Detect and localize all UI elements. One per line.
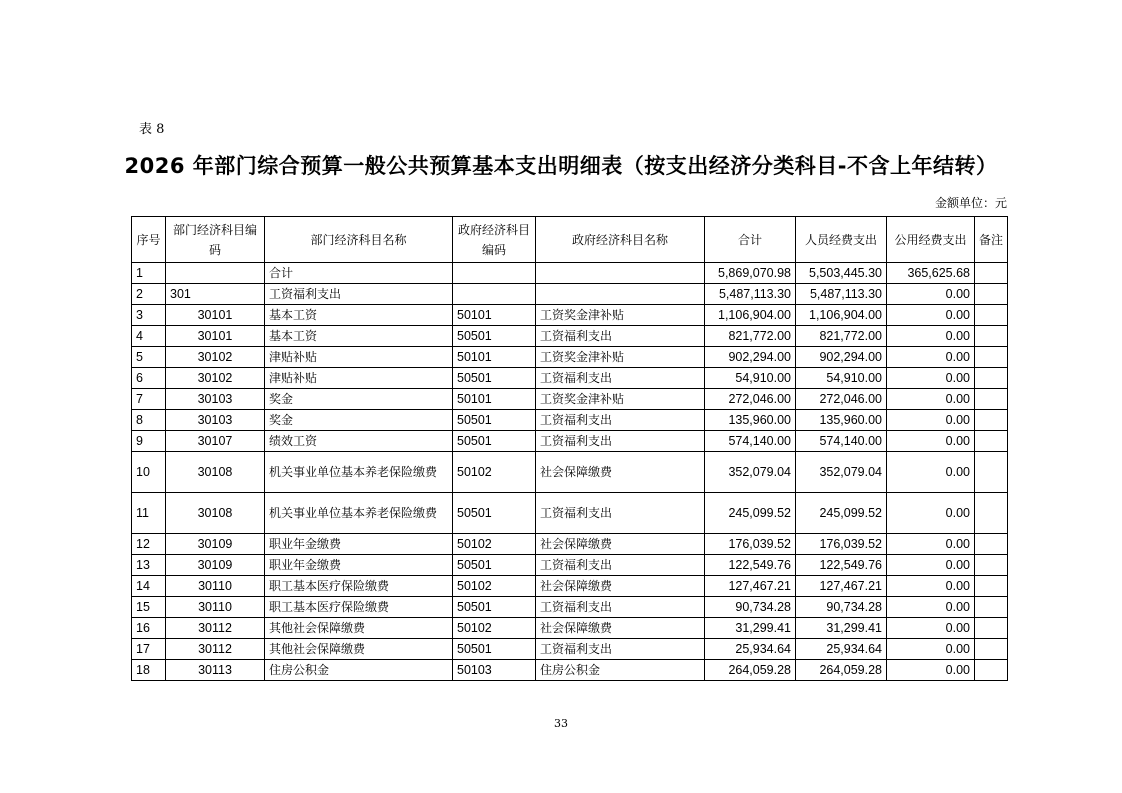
table-row — [132, 284, 1008, 305]
amount-unit: 金额单位：元 — [934, 196, 1007, 210]
cell-dept-name: 基本工资 — [265, 305, 453, 326]
cell-total: 272,046.00 — [705, 389, 796, 410]
col-header-public: 公用经费支出 — [887, 217, 975, 263]
cell-dept-name: 绩效工资 — [265, 431, 453, 452]
cell-total: 902,294.00 — [705, 347, 796, 368]
cell-dept-code: 30110 — [166, 576, 265, 597]
cell-public: 0.00 — [887, 555, 975, 576]
cell-seq: 3 — [132, 305, 166, 326]
cell-seq: 11 — [132, 493, 166, 534]
cell-dept-code: 30101 — [166, 326, 265, 347]
cell-public: 0.00 — [887, 368, 975, 389]
cell-remark — [975, 452, 1008, 493]
cell-public: 0.00 — [887, 618, 975, 639]
page-number: 33 — [554, 717, 568, 730]
cell-gov-code: 50102 — [453, 576, 536, 597]
cell-public: 0.00 — [887, 347, 975, 368]
cell-gov-name: 工资福利支出 — [536, 555, 705, 576]
cell-total: 176,039.52 — [705, 534, 796, 555]
cell-dept-code: 30107 — [166, 431, 265, 452]
cell-remark — [975, 368, 1008, 389]
cell-public: 0.00 — [887, 597, 975, 618]
cell-seq: 13 — [132, 555, 166, 576]
cell-gov-code — [453, 263, 536, 284]
cell-public: 0.00 — [887, 410, 975, 431]
cell-gov-name: 工资福利支出 — [536, 493, 705, 534]
cell-gov-code: 50501 — [453, 639, 536, 660]
cell-personnel: 821,772.00 — [796, 326, 887, 347]
cell-gov-code — [453, 284, 536, 305]
cell-gov-code: 50501 — [453, 326, 536, 347]
cell-gov-name: 住房公积金 — [536, 660, 705, 681]
cell-remark — [975, 576, 1008, 597]
cell-gov-code: 50501 — [453, 555, 536, 576]
cell-gov-name: 社会保障缴费 — [536, 452, 705, 493]
cell-dept-name: 机关事业单位基本养老保险缴费 — [265, 493, 453, 534]
cell-gov-name: 工资奖金津补贴 — [536, 347, 705, 368]
cell-gov-code: 50501 — [453, 368, 536, 389]
cell-public: 0.00 — [887, 576, 975, 597]
cell-gov-name: 工资福利支出 — [536, 639, 705, 660]
cell-remark — [975, 618, 1008, 639]
cell-gov-name: 工资福利支出 — [536, 597, 705, 618]
cell-public: 0.00 — [887, 305, 975, 326]
cell-dept-code: 30109 — [166, 534, 265, 555]
cell-personnel: 5,503,445.30 — [796, 263, 887, 284]
cell-total: 90,734.28 — [705, 597, 796, 618]
cell-gov-name: 工资福利支出 — [536, 368, 705, 389]
cell-total: 574,140.00 — [705, 431, 796, 452]
cell-public: 0.00 — [887, 660, 975, 681]
cell-seq: 4 — [132, 326, 166, 347]
cell-personnel: 90,734.28 — [796, 597, 887, 618]
cell-dept-name: 工资福利支出 — [265, 284, 453, 305]
cell-dept-name: 职工基本医疗保险缴费 — [265, 597, 453, 618]
cell-seq: 9 — [132, 431, 166, 452]
cell-total: 54,910.00 — [705, 368, 796, 389]
cell-gov-code: 50101 — [453, 347, 536, 368]
cell-gov-name: 工资奖金津补贴 — [536, 389, 705, 410]
cell-total: 245,099.52 — [705, 493, 796, 534]
cell-public: 0.00 — [887, 389, 975, 410]
cell-personnel: 54,910.00 — [796, 368, 887, 389]
cell-seq: 7 — [132, 389, 166, 410]
cell-gov-code: 50102 — [453, 618, 536, 639]
cell-dept-name: 奖金 — [265, 389, 453, 410]
cell-remark — [975, 284, 1008, 305]
cell-gov-code: 50103 — [453, 660, 536, 681]
cell-public: 0.00 — [887, 534, 975, 555]
cell-dept-name: 住房公积金 — [265, 660, 453, 681]
cell-gov-name: 工资福利支出 — [536, 410, 705, 431]
cell-total: 352,079.04 — [705, 452, 796, 493]
cell-dept-code: 30108 — [166, 452, 265, 493]
cell-seq: 17 — [132, 639, 166, 660]
cell-gov-code: 50501 — [453, 410, 536, 431]
cell-gov-code: 50102 — [453, 534, 536, 555]
cell-dept-name: 其他社会保障缴费 — [265, 639, 453, 660]
cell-total: 1,106,904.00 — [705, 305, 796, 326]
cell-public: 0.00 — [887, 284, 975, 305]
cell-seq: 5 — [132, 347, 166, 368]
cell-seq: 14 — [132, 576, 166, 597]
cell-dept-code — [166, 263, 265, 284]
cell-seq: 12 — [132, 534, 166, 555]
cell-dept-code: 30103 — [166, 389, 265, 410]
table-row — [132, 326, 1008, 347]
cell-dept-name: 合计 — [265, 263, 453, 284]
cell-dept-name: 津贴补贴 — [265, 347, 453, 368]
table-row — [132, 660, 1008, 681]
cell-public: 365,625.68 — [887, 263, 975, 284]
cell-gov-name — [536, 284, 705, 305]
cell-total: 25,934.64 — [705, 639, 796, 660]
cell-seq: 18 — [132, 660, 166, 681]
cell-seq: 10 — [132, 452, 166, 493]
cell-gov-name: 工资奖金津补贴 — [536, 305, 705, 326]
cell-personnel: 352,079.04 — [796, 452, 887, 493]
table-row — [132, 555, 1008, 576]
table-row — [132, 305, 1008, 326]
cell-dept-code: 30108 — [166, 493, 265, 534]
cell-remark — [975, 263, 1008, 284]
table-row — [132, 534, 1008, 555]
cell-public: 0.00 — [887, 326, 975, 347]
cell-seq: 6 — [132, 368, 166, 389]
table-row — [132, 452, 1008, 493]
col-header-gov-name: 政府经济科目名称 — [536, 217, 705, 263]
budget-table — [131, 216, 1008, 681]
cell-remark — [975, 555, 1008, 576]
cell-gov-code: 50101 — [453, 389, 536, 410]
cell-gov-name: 工资福利支出 — [536, 431, 705, 452]
cell-gov-code: 50102 — [453, 452, 536, 493]
cell-total: 5,487,113.30 — [705, 284, 796, 305]
cell-seq: 1 — [132, 263, 166, 284]
cell-remark — [975, 431, 1008, 452]
cell-total: 135,960.00 — [705, 410, 796, 431]
cell-total: 5,869,070.98 — [705, 263, 796, 284]
cell-gov-name: 社会保障缴费 — [536, 534, 705, 555]
cell-dept-code: 30102 — [166, 347, 265, 368]
cell-gov-code: 50501 — [453, 431, 536, 452]
table-row — [132, 576, 1008, 597]
cell-total: 127,467.21 — [705, 576, 796, 597]
cell-remark — [975, 597, 1008, 618]
cell-dept-name: 职业年金缴费 — [265, 534, 453, 555]
cell-gov-name: 工资福利支出 — [536, 326, 705, 347]
cell-public: 0.00 — [887, 493, 975, 534]
cell-remark — [975, 326, 1008, 347]
cell-seq: 8 — [132, 410, 166, 431]
cell-dept-code: 30112 — [166, 618, 265, 639]
cell-dept-code: 30103 — [166, 410, 265, 431]
col-header-total: 合计 — [705, 217, 796, 263]
cell-remark — [975, 347, 1008, 368]
table-row — [132, 493, 1008, 534]
cell-dept-code: 30101 — [166, 305, 265, 326]
cell-personnel: 1,106,904.00 — [796, 305, 887, 326]
cell-personnel: 5,487,113.30 — [796, 284, 887, 305]
cell-total: 821,772.00 — [705, 326, 796, 347]
cell-dept-name: 机关事业单位基本养老保险缴费 — [265, 452, 453, 493]
cell-personnel: 31,299.41 — [796, 618, 887, 639]
cell-remark — [975, 389, 1008, 410]
cell-remark — [975, 639, 1008, 660]
cell-personnel: 272,046.00 — [796, 389, 887, 410]
cell-dept-name: 奖金 — [265, 410, 453, 431]
cell-dept-name: 职工基本医疗保险缴费 — [265, 576, 453, 597]
cell-personnel: 264,059.28 — [796, 660, 887, 681]
cell-personnel: 127,467.21 — [796, 576, 887, 597]
table-row — [132, 368, 1008, 389]
cell-personnel: 245,099.52 — [796, 493, 887, 534]
cell-remark — [975, 493, 1008, 534]
table-label: 表 8 — [139, 122, 165, 137]
cell-gov-code: 50501 — [453, 493, 536, 534]
cell-seq: 16 — [132, 618, 166, 639]
cell-total: 264,059.28 — [705, 660, 796, 681]
cell-dept-name: 职业年金缴费 — [265, 555, 453, 576]
table-row — [132, 597, 1008, 618]
cell-dept-name: 基本工资 — [265, 326, 453, 347]
cell-gov-name: 社会保障缴费 — [536, 576, 705, 597]
col-header-seq: 序号 — [132, 217, 166, 263]
cell-gov-name — [536, 263, 705, 284]
table-row — [132, 347, 1008, 368]
cell-dept-code: 30102 — [166, 368, 265, 389]
cell-remark — [975, 660, 1008, 681]
cell-total: 31,299.41 — [705, 618, 796, 639]
cell-dept-code: 301 — [166, 284, 265, 305]
cell-gov-code: 50101 — [453, 305, 536, 326]
cell-dept-code: 30113 — [166, 660, 265, 681]
table-row — [132, 389, 1008, 410]
cell-seq: 2 — [132, 284, 166, 305]
cell-personnel: 574,140.00 — [796, 431, 887, 452]
table-row — [132, 618, 1008, 639]
col-header-dept-code: 部门经济科目编码 — [166, 217, 265, 263]
table-row — [132, 431, 1008, 452]
cell-public: 0.00 — [887, 639, 975, 660]
page-title: 2026 年部门综合预算一般公共预算基本支出明细表（按支出经济分类科目-不含上年结转） — [124, 154, 998, 178]
cell-gov-code: 50501 — [453, 597, 536, 618]
cell-personnel: 122,549.76 — [796, 555, 887, 576]
col-header-dept-name: 部门经济科目名称 — [265, 217, 453, 263]
col-header-personnel: 人员经费支出 — [796, 217, 887, 263]
cell-remark — [975, 410, 1008, 431]
cell-remark — [975, 534, 1008, 555]
table-row — [132, 263, 1008, 284]
table-row — [132, 639, 1008, 660]
cell-remark — [975, 305, 1008, 326]
cell-gov-name: 社会保障缴费 — [536, 618, 705, 639]
table-header-row — [132, 217, 1008, 263]
cell-dept-name: 津贴补贴 — [265, 368, 453, 389]
cell-total: 122,549.76 — [705, 555, 796, 576]
cell-personnel: 176,039.52 — [796, 534, 887, 555]
cell-dept-code: 30110 — [166, 597, 265, 618]
cell-personnel: 135,960.00 — [796, 410, 887, 431]
cell-dept-code: 30112 — [166, 639, 265, 660]
cell-dept-name: 其他社会保障缴费 — [265, 618, 453, 639]
cell-seq: 15 — [132, 597, 166, 618]
cell-personnel: 25,934.64 — [796, 639, 887, 660]
col-header-gov-code: 政府经济科目编码 — [453, 217, 536, 263]
cell-personnel: 902,294.00 — [796, 347, 887, 368]
cell-public: 0.00 — [887, 452, 975, 493]
col-header-remark: 备注 — [975, 217, 1008, 263]
table-row — [132, 410, 1008, 431]
cell-public: 0.00 — [887, 431, 975, 452]
cell-dept-code: 30109 — [166, 555, 265, 576]
